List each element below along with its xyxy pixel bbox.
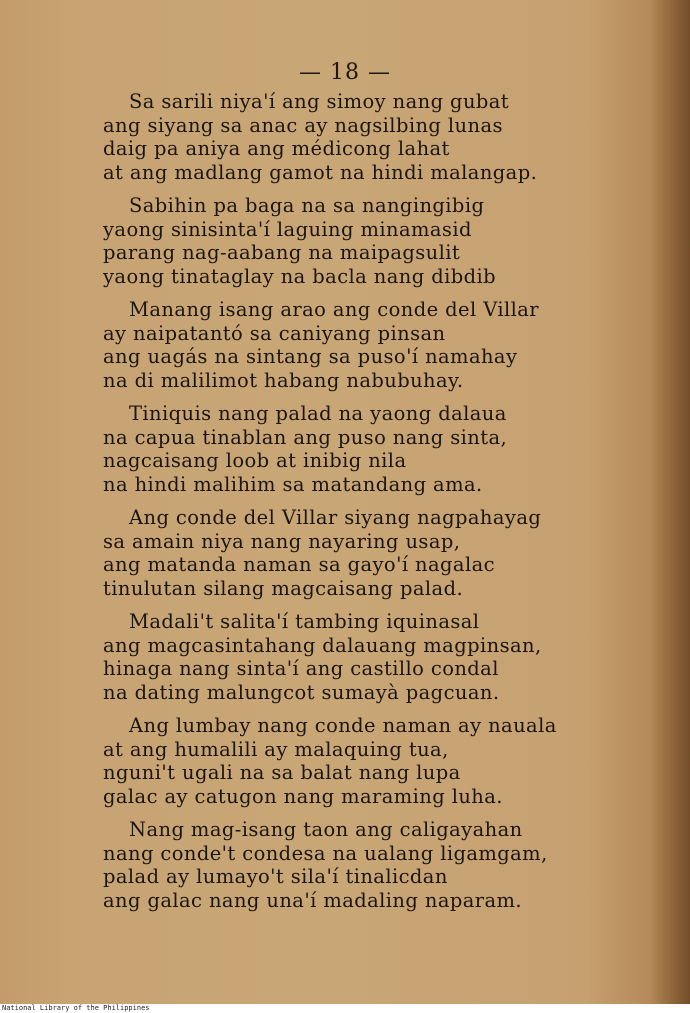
page-number: — 18 — bbox=[299, 60, 391, 85]
poem-line: Madali't salita'í tambing iquinasal bbox=[129, 610, 480, 633]
stanza-6 bbox=[103, 610, 573, 704]
library-credit: National Library of the Philippines bbox=[2, 1004, 150, 1012]
poem-line: Nang mag-isang taon ang caligayahan bbox=[129, 818, 523, 841]
stanza-4 bbox=[103, 402, 573, 496]
poem-line: Manang isang arao ang conde del Villar bbox=[129, 298, 539, 321]
poem-line: nguni't ugali na sa balat nang lupa bbox=[103, 761, 461, 784]
poem-line: na capua tinablan ang puso nang sinta, bbox=[103, 425, 508, 449]
stanza-2 bbox=[103, 194, 573, 288]
stanza-3 bbox=[103, 298, 573, 392]
poem-line: Tiniquis nang palad na yaong dalaua bbox=[129, 402, 507, 425]
poem-line: at ang humalili ay malaquing tua, bbox=[103, 737, 449, 761]
poem-line: Ang conde del Villar siyang nagpahayag bbox=[129, 506, 542, 529]
poem-line: ang galac nang una'í madaling naparam. bbox=[103, 888, 522, 912]
poem-line: galac ay catugon nang maraming luha. bbox=[103, 784, 503, 808]
poem-line: na di malilimot habang nabubuhay. bbox=[103, 368, 464, 392]
poem-line: parang nag-aabang na maipagsulit bbox=[103, 241, 461, 264]
page-edge-stain bbox=[650, 0, 690, 1004]
poem-line: hinaga nang sinta'í ang castillo condal bbox=[103, 657, 499, 680]
poem-line: nang conde't condesa na ualang ligamgam, bbox=[103, 841, 548, 865]
stanza-7 bbox=[103, 714, 573, 808]
poem-line: daig pa aniya ang médicong lahat bbox=[103, 137, 450, 160]
poem-line: na dating malungcot sumayà pagcuan. bbox=[103, 680, 500, 704]
poem-line: ang siyang sa anac ay nagsilbing lunas bbox=[103, 113, 503, 137]
poem-line: ang matanda naman sa gayo'í nagalac bbox=[103, 553, 495, 576]
stanza-1 bbox=[103, 90, 573, 184]
poem-line: Sa sarili niya'í ang simoy nang gubat bbox=[129, 90, 510, 113]
poem-line: at ang madlang gamot na hindi malangap. bbox=[103, 160, 538, 184]
poem-line: ay naipatantó sa caniyang pinsan bbox=[103, 321, 446, 345]
poem-body bbox=[103, 90, 573, 922]
poem-line: ang magcasintahang dalauang magpinsan, bbox=[103, 633, 542, 657]
poem-line: Ang lumbay nang conde naman ay nauala bbox=[129, 714, 557, 737]
poem-line: sa amain niya nang nayaring usap, bbox=[103, 529, 461, 553]
poem-line: na hindi malihim sa matandang ama. bbox=[103, 472, 483, 496]
poem-line: tinulutan silang magcaisang palad. bbox=[103, 576, 464, 600]
poem-line: yaong tinataglay na bacla nang dibdib bbox=[103, 264, 497, 288]
poem-line: palad ay lumayo't sila'í tinalicdan bbox=[103, 865, 448, 888]
poem-line: yaong sinisinta'í laguing minamasid bbox=[103, 217, 472, 241]
stanza-5 bbox=[103, 506, 573, 600]
poem-line: Sabihin pa baga na sa nangingibig bbox=[129, 194, 485, 217]
poem-line: ang uagás na sintang sa puso'í namahay bbox=[103, 345, 518, 368]
poem-line: nagcaisang loob at inibig nila bbox=[103, 449, 407, 472]
stanza-8 bbox=[103, 818, 573, 912]
